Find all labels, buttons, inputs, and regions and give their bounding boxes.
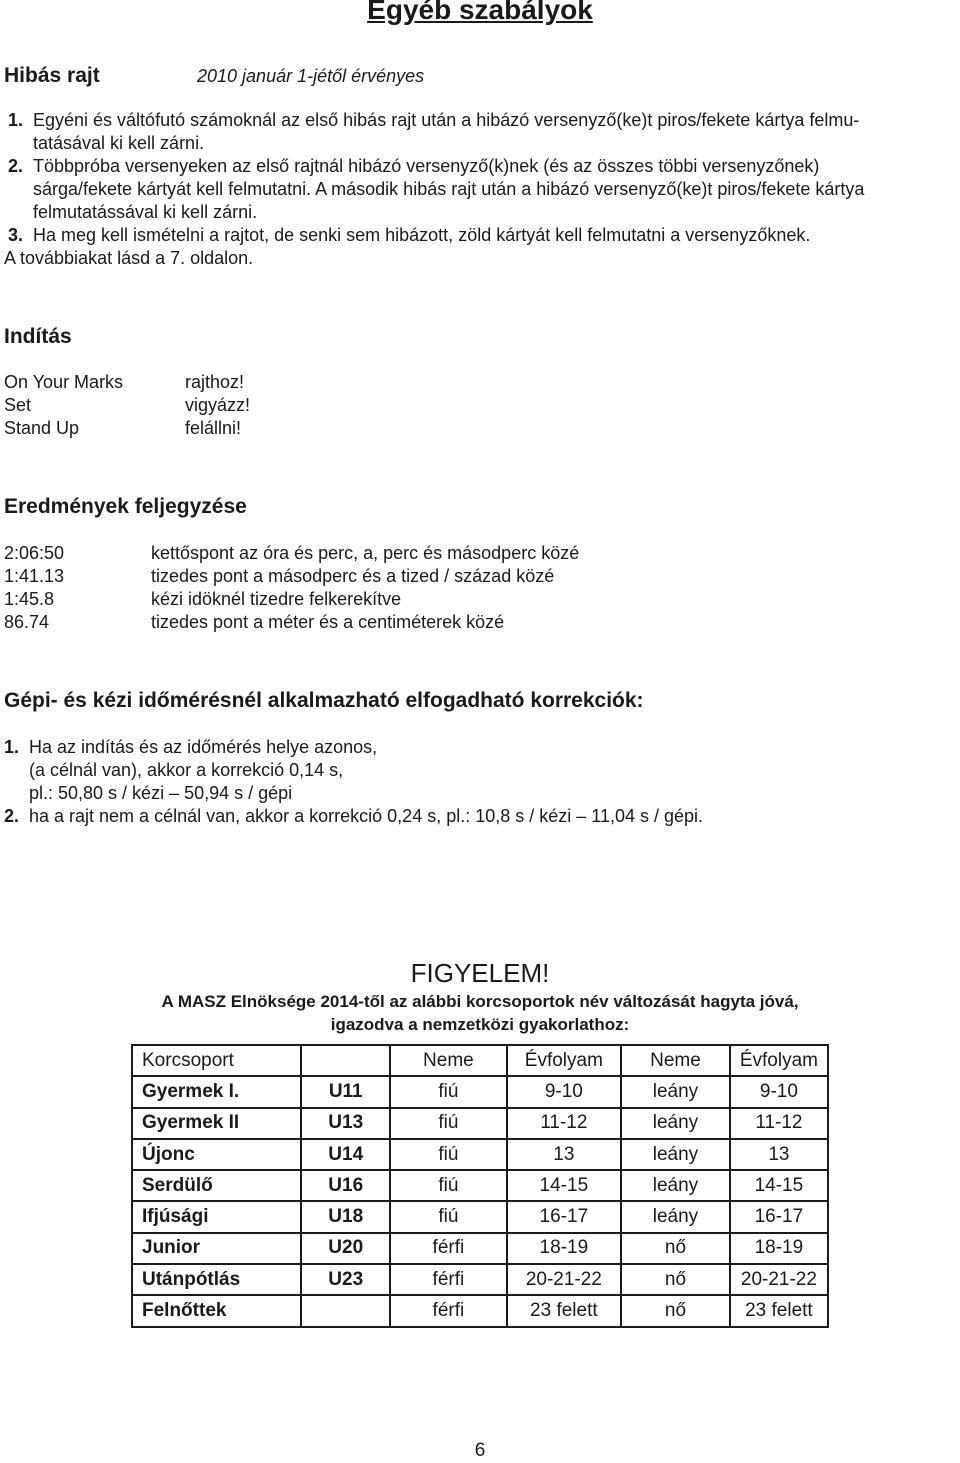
- header-cell: Évfolyam: [730, 1045, 828, 1076]
- gender: férfi: [390, 1233, 506, 1264]
- false-start-rule-3: [8, 224, 958, 247]
- rule-line: Többpróba versenyeken az első rajtnál hibázó versenyző(k)nek (és az összes többi versenyzőnek): [33, 156, 820, 176]
- start-command-en: Stand Up: [4, 418, 80, 438]
- false-start-heading: Hibás rajt: [4, 64, 100, 87]
- birth-year: 9-10: [507, 1076, 621, 1107]
- result-value: 86.74: [4, 612, 50, 632]
- age-code: U14: [301, 1139, 390, 1170]
- correction-line: (a célnál van), akkor a korrekció 0,14 s,: [29, 760, 344, 780]
- correction-number: 2.: [4, 806, 20, 826]
- table-row: [132, 1170, 828, 1201]
- gender: férfi: [390, 1295, 506, 1326]
- result-value: 1:41.13: [4, 566, 65, 586]
- age-code: U11: [301, 1076, 390, 1107]
- table-row: [132, 1233, 828, 1264]
- notice-title: FIGYELEM!: [410, 958, 550, 988]
- result-description: tizedes pont a méter és a centiméterek közé: [151, 612, 505, 632]
- birth-year: 13: [507, 1139, 621, 1170]
- age-code: U18: [301, 1201, 390, 1232]
- birth-year: 18-19: [730, 1233, 828, 1264]
- age-group-table: [131, 1044, 829, 1328]
- result-value: 1:45.8: [4, 589, 55, 609]
- rule-number: 2.: [8, 156, 24, 176]
- age-code: U20: [301, 1233, 390, 1264]
- gender: leány: [621, 1076, 730, 1107]
- table-header-row: [132, 1045, 828, 1076]
- header-cell: [301, 1045, 390, 1076]
- start-command-hu: vigyázz!: [185, 395, 251, 415]
- birth-year: 11-12: [507, 1108, 621, 1139]
- rule-line: felmutatássával ki kell zárni.: [33, 202, 258, 222]
- gender: nő: [621, 1264, 730, 1295]
- rule-line: tatásával ki kell zárni.: [33, 133, 205, 153]
- result-description: tizedes pont a másodperc és a tized / század közé: [151, 566, 555, 586]
- birth-year: 18-19: [507, 1233, 621, 1264]
- birth-year: 14-15: [730, 1170, 828, 1201]
- rule-line: Egyéni és váltófutó számoknál az első hibás rajt után a hibázó versenyző(ke)t piros/fekete kártya felmu-: [33, 110, 860, 130]
- age-group-name: Gyermek I.: [132, 1076, 301, 1107]
- birth-year: 20-21-22: [507, 1264, 621, 1295]
- results-heading: Eredmények feljegyzése: [4, 495, 247, 518]
- gender: fiú: [390, 1076, 506, 1107]
- gender: fiú: [390, 1108, 506, 1139]
- age-group-name: Gyermek II: [132, 1108, 301, 1139]
- page-title: Egyéb szabályok: [367, 0, 593, 25]
- table-row: [132, 1108, 828, 1139]
- table-row: [132, 1264, 828, 1295]
- correction-line: Ha az indítás és az időmérés helye azonos,: [29, 737, 378, 757]
- correction-line: ha a rajt nem a célnál van, akkor a korrekció 0,24 s, pl.: 10,8 s / kézi – 11,04 s / gépi.: [29, 806, 704, 826]
- gender: fiú: [390, 1170, 506, 1201]
- header-cell: Korcsoport: [132, 1045, 301, 1076]
- start-command-en: On Your Marks: [4, 372, 124, 392]
- notice-line-2: igazodva a nemzetközi gyakorlathoz:: [330, 1015, 630, 1034]
- notice-line-1: A MASZ Elnöksége 2014-től az alábbi korcsoportok név változását hagyta jóvá,: [161, 992, 799, 1011]
- age-group-name: Junior: [132, 1233, 301, 1264]
- rule-number: 1.: [8, 110, 24, 130]
- corrections-heading: Gépi- és kézi időmérésnél alkalmazható elfogadható korrekciók:: [4, 689, 644, 712]
- table-row: [132, 1295, 828, 1326]
- gender: leány: [621, 1108, 730, 1139]
- correction-line: pl.: 50,80 s / kézi – 50,94 s / gépi: [29, 783, 293, 803]
- rule-number: 3.: [8, 225, 24, 245]
- false-start-rule-1: [8, 109, 958, 155]
- start-command-hu: felállni!: [185, 418, 242, 438]
- age-group-name: Felnőttek: [132, 1295, 301, 1326]
- age-group-name: Utánpótlás: [132, 1264, 301, 1295]
- birth-year: 16-17: [730, 1201, 828, 1232]
- correction-number: 1.: [4, 737, 20, 757]
- result-description: kézi idöknél tizedre felkerekítve: [151, 589, 402, 609]
- correction-item-1: [4, 736, 954, 805]
- start-command-en: Set: [4, 395, 32, 415]
- start-heading: Indítás: [4, 325, 72, 348]
- start-command-hu: rajthoz!: [185, 372, 245, 392]
- rule-line: Ha meg kell ismételni a rajtot, de senki sem hibázott, zöld kártyát kell felmutatni a versenyzőknek.: [33, 225, 811, 245]
- age-group-name: Serdülő: [132, 1170, 301, 1201]
- result-value: 2:06:50: [4, 543, 65, 563]
- table-row: [132, 1139, 828, 1170]
- age-code: U13: [301, 1108, 390, 1139]
- birth-year: 13: [730, 1139, 828, 1170]
- age-code: [301, 1295, 390, 1326]
- header-cell: Neme: [390, 1045, 506, 1076]
- age-group-name: Újonc: [132, 1139, 301, 1170]
- gender: leány: [621, 1139, 730, 1170]
- gender: nő: [621, 1295, 730, 1326]
- birth-year: 16-17: [507, 1201, 621, 1232]
- birth-year: 20-21-22: [730, 1264, 828, 1295]
- gender: nő: [621, 1233, 730, 1264]
- gender: leány: [621, 1201, 730, 1232]
- gender: férfi: [390, 1264, 506, 1295]
- result-description: kettőspont az óra és perc, a, perc és másodperc közé: [151, 543, 580, 563]
- false-start-rule-2: [8, 155, 958, 224]
- rule-line: sárga/fekete kártyát kell felmutatni. A második hibás rajt után a hibázó versenyző(ke)t piros/fekete kártya: [33, 179, 865, 199]
- age-group-name: Ifjúsági: [132, 1201, 301, 1232]
- false-start-note: A továbbiakat lásd a 7. oldalon.: [4, 248, 254, 268]
- gender: leány: [621, 1170, 730, 1201]
- header-cell: Neme: [621, 1045, 730, 1076]
- page-number: 6: [474, 1440, 486, 1461]
- false-start-effective-date: 2010 január 1-jétől érvényes: [197, 66, 425, 86]
- birth-year: 23 felett: [507, 1295, 621, 1326]
- birth-year: 11-12: [730, 1108, 828, 1139]
- age-code: U23: [301, 1264, 390, 1295]
- birth-year: 9-10: [730, 1076, 828, 1107]
- header-cell: Évfolyam: [507, 1045, 621, 1076]
- age-code: U16: [301, 1170, 390, 1201]
- correction-item-2: [4, 805, 954, 828]
- birth-year: 23 felett: [730, 1295, 828, 1326]
- gender: fiú: [390, 1201, 506, 1232]
- birth-year: 14-15: [507, 1170, 621, 1201]
- table-row: [132, 1201, 828, 1232]
- table-row: [132, 1076, 828, 1107]
- gender: fiú: [390, 1139, 506, 1170]
